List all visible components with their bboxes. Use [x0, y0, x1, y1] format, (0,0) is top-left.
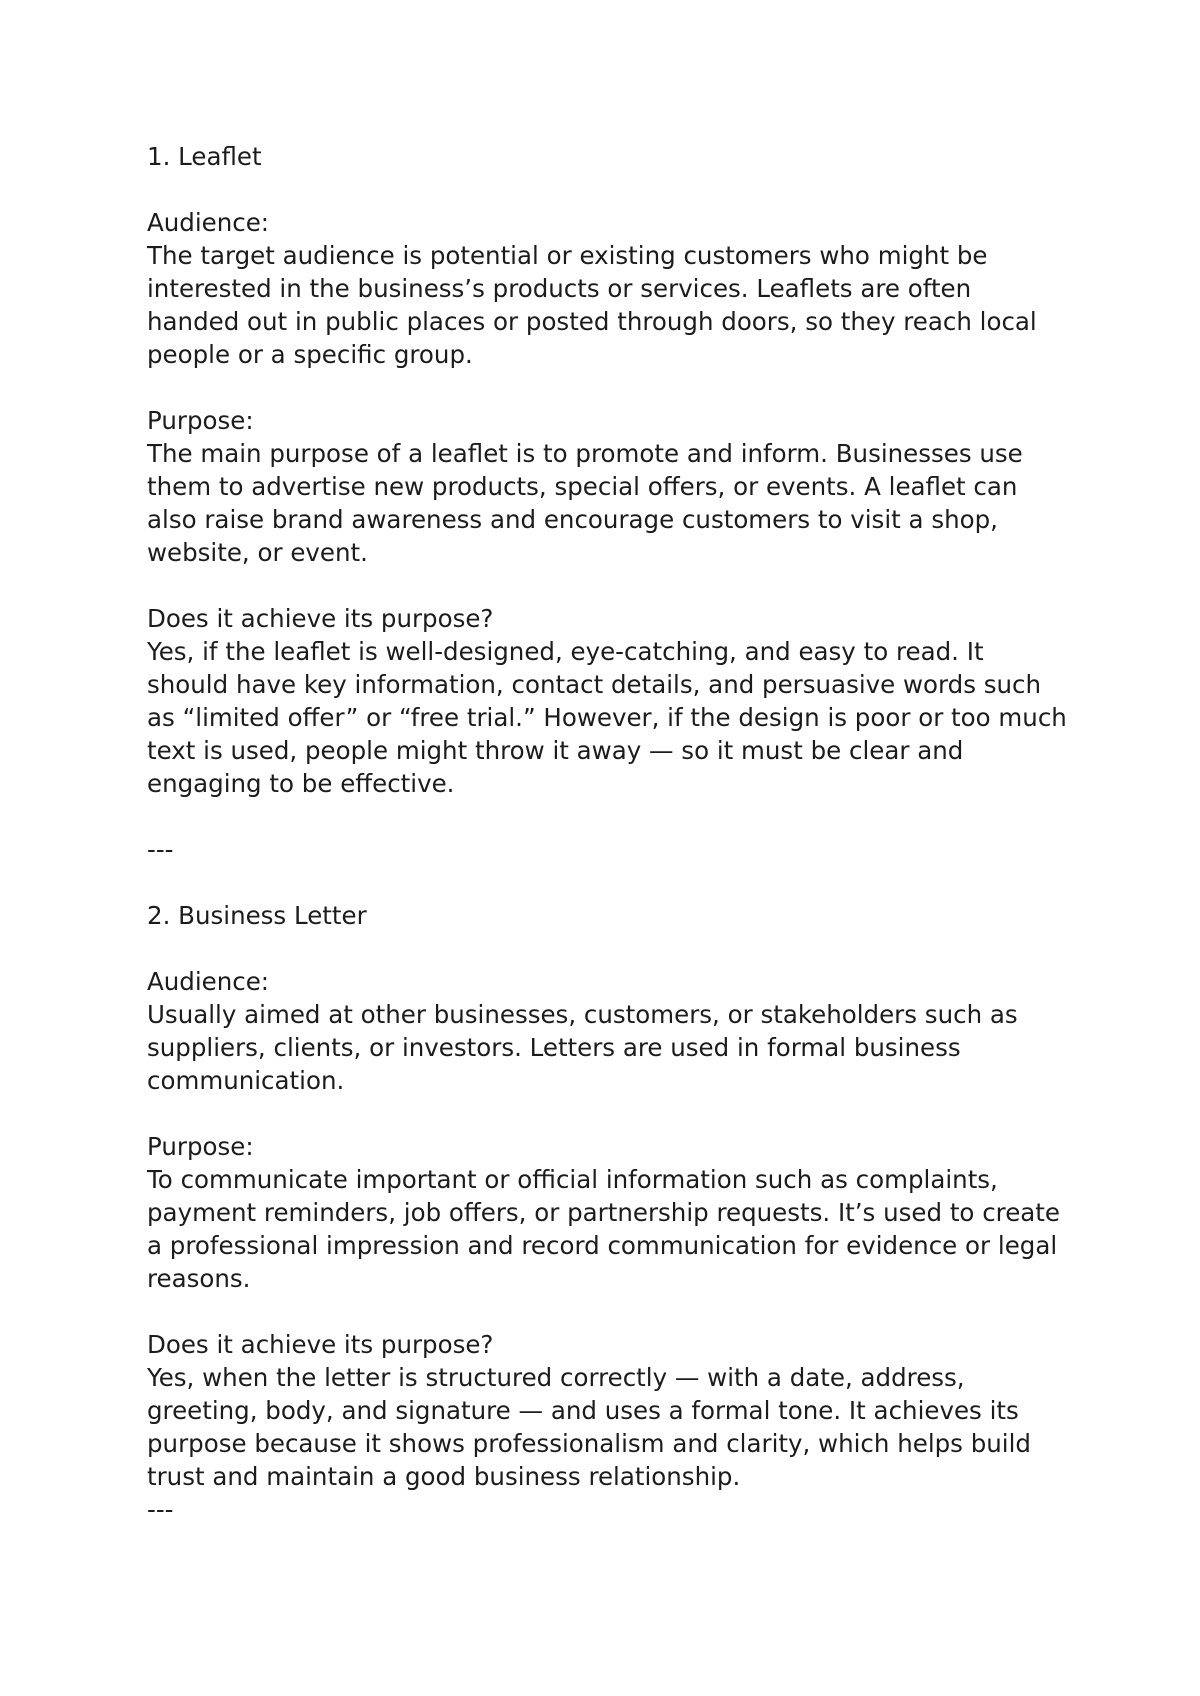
section2-purpose-label: Purpose:: [147, 1132, 254, 1161]
section1-achieve-line: text is used, people might throw it away — so it must be clear and: [147, 736, 964, 765]
section1-purpose-line: them to advertise new products, special offers, or events. A leaflet can: [147, 472, 1018, 501]
section2-achieve-line: purpose because it shows professionalism and clarity, which helps build: [147, 1429, 1031, 1458]
spacer: [147, 371, 1087, 404]
section1-purpose-line: website, or event.: [147, 538, 368, 567]
spacer: [147, 173, 1087, 206]
section2-achieve-line: trust and maintain a good business relationship.: [147, 1462, 741, 1491]
section2-audience-line: communication.: [147, 1066, 345, 1095]
section-separator: ---: [147, 835, 174, 864]
section1-purpose-label: Purpose:: [147, 406, 254, 435]
section2-audience-line: suppliers, clients, or investors. Letters are used in formal business: [147, 1033, 961, 1062]
section2-purpose-line: To communicate important or official information such as complaints,: [147, 1165, 998, 1194]
section1-heading: 1. Leaflet: [147, 142, 262, 171]
section2-purpose-line: payment reminders, job offers, or partnership requests. It’s used to create: [147, 1198, 1060, 1227]
section1-audience-line: handed out in public places or posted through doors, so they reach local: [147, 307, 1037, 336]
section1-audience-label: Audience:: [147, 208, 270, 237]
spacer: [147, 800, 1087, 833]
section2-achieve-label: Does it achieve its purpose?: [147, 1330, 494, 1359]
section2-heading: 2. Business Letter: [147, 901, 367, 930]
section1-achieve-line: Yes, if the leaflet is well-designed, eye-catching, and easy to read. It: [147, 637, 984, 666]
section-separator: ---: [147, 1495, 174, 1524]
section1-purpose-line: also raise brand awareness and encourage customers to visit a shop,: [147, 505, 998, 534]
section2-audience-label: Audience:: [147, 967, 270, 996]
section2-purpose-line: reasons.: [147, 1264, 251, 1293]
section1-achieve-line: engaging to be effective.: [147, 769, 455, 798]
section1-achieve-label: Does it achieve its purpose?: [147, 604, 494, 633]
section2-purpose-line: a professional impression and record communication for evidence or legal: [147, 1231, 1058, 1260]
section2-audience-line: Usually aimed at other businesses, customers, or stakeholders such as: [147, 1000, 1018, 1029]
section1-achieve-line: should have key information, contact details, and persuasive words such: [147, 670, 1042, 699]
section1-audience-line: interested in the business’s products or services. Leaflets are often: [147, 274, 972, 303]
spacer: [147, 866, 1087, 899]
section1-purpose-line: The main purpose of a leaflet is to promote and inform. Businesses use: [147, 439, 1023, 468]
spacer: [147, 1295, 1087, 1328]
document-page: [147, 140, 1087, 1526]
section1-audience-line: The target audience is potential or existing customers who might be: [147, 241, 988, 270]
spacer: [147, 932, 1087, 965]
section1-audience-line: people or a specific group.: [147, 340, 473, 369]
section2-achieve-line: Yes, when the letter is structured correctly — with a date, address,: [147, 1363, 965, 1392]
section1-achieve-line: as “limited offer” or “free trial.” However, if the design is poor or too much: [147, 703, 1067, 732]
spacer: [147, 569, 1087, 602]
spacer: [147, 1097, 1087, 1130]
section2-achieve-line: greeting, body, and signature — and uses a formal tone. It achieves its: [147, 1396, 1019, 1425]
